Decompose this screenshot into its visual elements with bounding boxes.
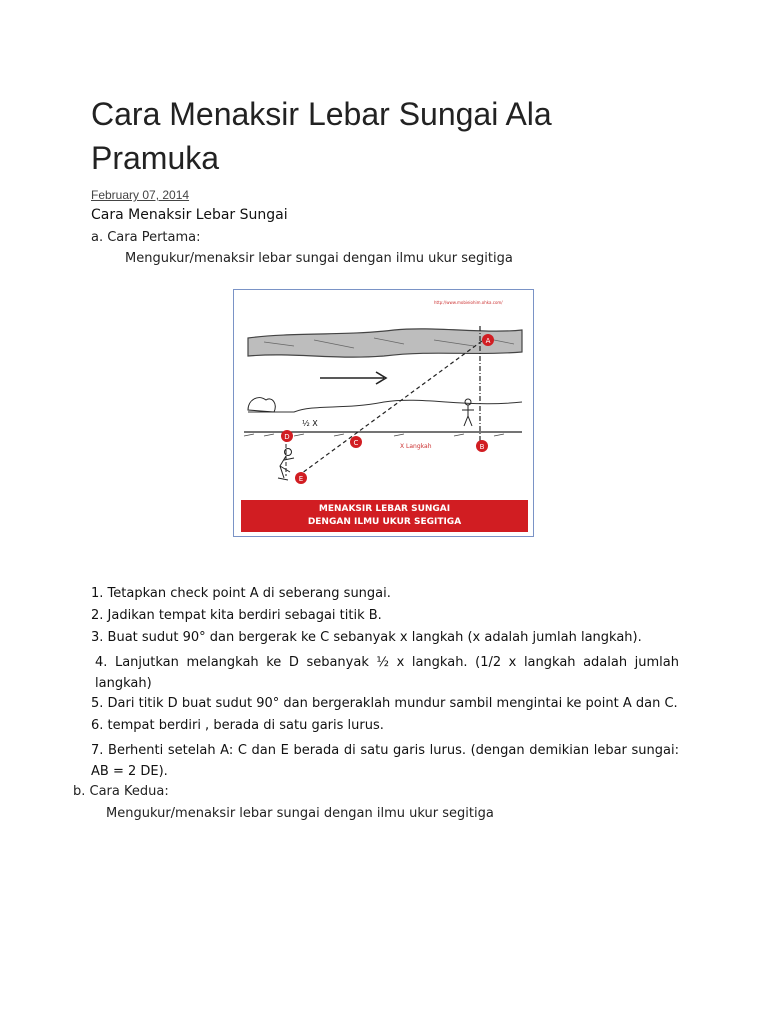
marker-d [281, 430, 293, 442]
page-title: Cara Menaksir Lebar Sungai Ala Pramuka [91, 96, 552, 176]
marker-b [476, 440, 488, 452]
far-bank [248, 329, 522, 357]
step-item: 1. Tetapkan check point A di seberang sungai. [91, 586, 391, 601]
marker-e [295, 472, 307, 484]
step-item: 4. Lanjutkan melangkah ke D sebanyak ½ x langkah. (1/2 x langkah adalah jumlah langkah) [95, 655, 679, 691]
part-b-description: Mengukur/menaksir lebar sungai dengan ilmu ukur segitiga [106, 806, 494, 821]
part-a-label: a. Cara Pertama: [91, 230, 201, 245]
river-width-diagram [233, 289, 534, 537]
svg-text:B: B [479, 443, 485, 451]
diagram-banner [241, 500, 528, 532]
step-item: 7. Berhenti setelah A: C dan E berada di satu garis lurus. (dengan demikian lebar sungai: AB = 2 DE). [91, 743, 679, 779]
svg-text:D: D [284, 433, 290, 441]
near-bank [248, 400, 522, 412]
step-item: 3. Buat sudut 90° dan bergerak ke C sebanyak x langkah (x adalah jumlah langkah). [91, 630, 642, 645]
banner-line-2: DENGAN ILMU UKUR SEGITIGA [307, 517, 462, 527]
post-date[interactable]: February 07, 2014 [91, 188, 190, 202]
svg-text:E: E [298, 475, 304, 483]
diagram-url: http://www.mobieiohim.ohka.com/ [434, 300, 503, 305]
half-x-label: ½ X [302, 419, 318, 428]
step-item: 5. Dari titik D buat sudut 90° dan bergeraklah mundur sambil mengintai ke point A dan C. [91, 696, 678, 711]
step-item: 2. Jadikan tempat kita berdiri sebagai titik B. [91, 608, 382, 623]
part-b-label: b. Cara Kedua: [73, 784, 169, 799]
svg-text:A: A [485, 337, 491, 345]
banner-line-1: MENAKSIR LEBAR SUNGAI [318, 504, 451, 514]
step-item: 6. tempat berdiri , berada di satu garis lurus. [91, 718, 384, 733]
bush [248, 398, 275, 412]
marker-c [350, 436, 362, 448]
x-langkah-label: X Langkah [400, 443, 432, 450]
section-heading: Cara Menaksir Lebar Sungai [91, 207, 288, 223]
flow-arrow [320, 372, 386, 384]
svg-text:C: C [353, 439, 359, 447]
marker-a [482, 334, 494, 346]
part-a-description: Mengukur/menaksir lebar sungai dengan ilmu ukur segitiga [125, 251, 513, 266]
